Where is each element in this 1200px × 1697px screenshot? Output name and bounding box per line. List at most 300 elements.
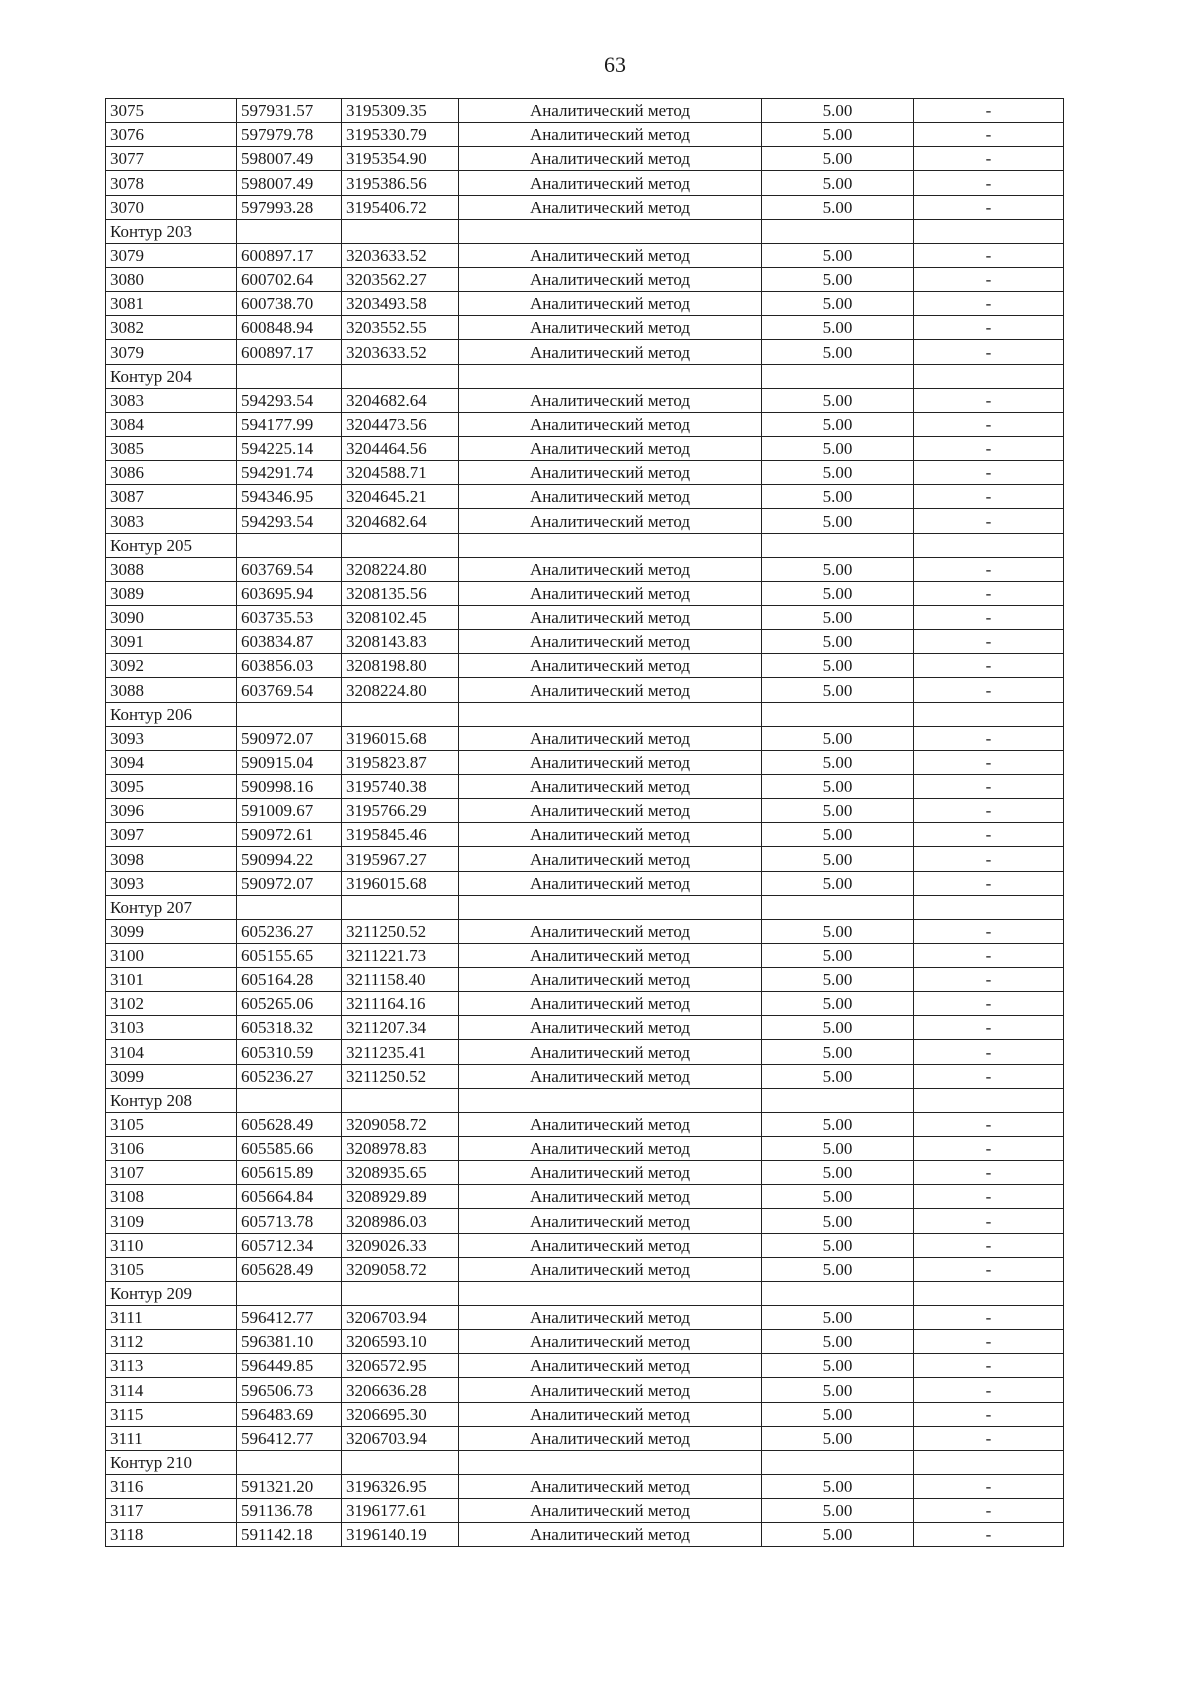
point-row bbox=[106, 726, 1064, 750]
y-coordinate-cell: 3204682.64 bbox=[342, 388, 459, 412]
y-coordinate-cell: 3203633.52 bbox=[342, 243, 459, 267]
point-row bbox=[106, 123, 1064, 147]
empty-cell bbox=[459, 702, 762, 726]
point-row bbox=[106, 436, 1064, 460]
point-row bbox=[106, 195, 1064, 219]
contour-header-row bbox=[106, 895, 1064, 919]
error-cell: 5.00 bbox=[762, 968, 914, 992]
y-coordinate-cell: 3196177.61 bbox=[342, 1499, 459, 1523]
note-cell: - bbox=[914, 1040, 1064, 1064]
point-id-cell: 3099 bbox=[106, 919, 237, 943]
y-coordinate-cell: 3204682.64 bbox=[342, 509, 459, 533]
error-cell: 5.00 bbox=[762, 147, 914, 171]
point-id-cell: 3083 bbox=[106, 509, 237, 533]
method-cell: Аналитический метод bbox=[459, 1475, 762, 1499]
y-coordinate-cell: 3196015.68 bbox=[342, 726, 459, 750]
point-id-cell: 3085 bbox=[106, 436, 237, 460]
method-cell: Аналитический метод bbox=[459, 1330, 762, 1354]
y-coordinate-cell: 3196326.95 bbox=[342, 1475, 459, 1499]
note-cell: - bbox=[914, 968, 1064, 992]
empty-cell bbox=[342, 1281, 459, 1305]
point-id-cell: 3088 bbox=[106, 678, 237, 702]
y-coordinate-cell: 3206593.10 bbox=[342, 1330, 459, 1354]
error-cell: 5.00 bbox=[762, 123, 914, 147]
x-coordinate-cell: 597979.78 bbox=[237, 123, 342, 147]
y-coordinate-cell: 3206703.94 bbox=[342, 1306, 459, 1330]
point-row bbox=[106, 799, 1064, 823]
y-coordinate-cell: 3206695.30 bbox=[342, 1402, 459, 1426]
method-cell: Аналитический метод bbox=[459, 1499, 762, 1523]
x-coordinate-cell: 605628.49 bbox=[237, 1112, 342, 1136]
note-cell: - bbox=[914, 1064, 1064, 1088]
x-coordinate-cell: 594177.99 bbox=[237, 412, 342, 436]
point-id-cell: 3118 bbox=[106, 1523, 237, 1547]
y-coordinate-cell: 3204645.21 bbox=[342, 485, 459, 509]
x-coordinate-cell: 594293.54 bbox=[237, 509, 342, 533]
empty-cell bbox=[342, 219, 459, 243]
note-cell: - bbox=[914, 1354, 1064, 1378]
point-id-cell: 3086 bbox=[106, 461, 237, 485]
empty-cell bbox=[762, 1450, 914, 1474]
error-cell: 5.00 bbox=[762, 412, 914, 436]
coordinates-table-body bbox=[106, 99, 1064, 1547]
error-cell: 5.00 bbox=[762, 485, 914, 509]
y-coordinate-cell: 3206572.95 bbox=[342, 1354, 459, 1378]
y-coordinate-cell: 3208135.56 bbox=[342, 581, 459, 605]
point-id-cell: 3076 bbox=[106, 123, 237, 147]
point-id-cell: 3070 bbox=[106, 195, 237, 219]
empty-cell bbox=[342, 702, 459, 726]
point-row bbox=[106, 316, 1064, 340]
point-row bbox=[106, 1209, 1064, 1233]
point-id-cell: 3106 bbox=[106, 1137, 237, 1161]
point-id-cell: 3116 bbox=[106, 1475, 237, 1499]
note-cell: - bbox=[914, 1257, 1064, 1281]
y-coordinate-cell: 3195823.87 bbox=[342, 750, 459, 774]
y-coordinate-cell: 3195766.29 bbox=[342, 799, 459, 823]
point-row bbox=[106, 388, 1064, 412]
contour-label: Контур 207 bbox=[106, 895, 237, 919]
note-cell: - bbox=[914, 654, 1064, 678]
note-cell: - bbox=[914, 1402, 1064, 1426]
method-cell: Аналитический метод bbox=[459, 726, 762, 750]
point-id-cell: 3101 bbox=[106, 968, 237, 992]
point-row bbox=[106, 412, 1064, 436]
x-coordinate-cell: 605713.78 bbox=[237, 1209, 342, 1233]
error-cell: 5.00 bbox=[762, 292, 914, 316]
point-id-cell: 3103 bbox=[106, 1016, 237, 1040]
empty-cell bbox=[342, 895, 459, 919]
note-cell: - bbox=[914, 871, 1064, 895]
x-coordinate-cell: 605318.32 bbox=[237, 1016, 342, 1040]
x-coordinate-cell: 597993.28 bbox=[237, 195, 342, 219]
error-cell: 5.00 bbox=[762, 171, 914, 195]
point-id-cell: 3082 bbox=[106, 316, 237, 340]
error-cell: 5.00 bbox=[762, 243, 914, 267]
error-cell: 5.00 bbox=[762, 871, 914, 895]
point-id-cell: 3099 bbox=[106, 1064, 237, 1088]
y-coordinate-cell: 3211164.16 bbox=[342, 992, 459, 1016]
note-cell: - bbox=[914, 1330, 1064, 1354]
x-coordinate-cell: 605615.89 bbox=[237, 1161, 342, 1185]
method-cell: Аналитический метод bbox=[459, 557, 762, 581]
error-cell: 5.00 bbox=[762, 1475, 914, 1499]
x-coordinate-cell: 600897.17 bbox=[237, 340, 342, 364]
method-cell: Аналитический метод bbox=[459, 1040, 762, 1064]
y-coordinate-cell: 3204588.71 bbox=[342, 461, 459, 485]
empty-cell bbox=[762, 1088, 914, 1112]
empty-cell bbox=[914, 364, 1064, 388]
method-cell: Аналитический метод bbox=[459, 123, 762, 147]
x-coordinate-cell: 596506.73 bbox=[237, 1378, 342, 1402]
empty-cell bbox=[342, 1450, 459, 1474]
contour-header-row bbox=[106, 533, 1064, 557]
point-row bbox=[106, 243, 1064, 267]
method-cell: Аналитический метод bbox=[459, 750, 762, 774]
y-coordinate-cell: 3208224.80 bbox=[342, 557, 459, 581]
method-cell: Аналитический метод bbox=[459, 968, 762, 992]
x-coordinate-cell: 590994.22 bbox=[237, 847, 342, 871]
method-cell: Аналитический метод bbox=[459, 1402, 762, 1426]
note-cell: - bbox=[914, 123, 1064, 147]
point-row bbox=[106, 509, 1064, 533]
x-coordinate-cell: 603769.54 bbox=[237, 678, 342, 702]
y-coordinate-cell: 3195330.79 bbox=[342, 123, 459, 147]
method-cell: Аналитический метод bbox=[459, 1016, 762, 1040]
empty-cell bbox=[237, 219, 342, 243]
x-coordinate-cell: 591321.20 bbox=[237, 1475, 342, 1499]
y-coordinate-cell: 3196140.19 bbox=[342, 1523, 459, 1547]
error-cell: 5.00 bbox=[762, 1137, 914, 1161]
method-cell: Аналитический метод bbox=[459, 1185, 762, 1209]
empty-cell bbox=[342, 533, 459, 557]
error-cell: 5.00 bbox=[762, 1330, 914, 1354]
note-cell: - bbox=[914, 147, 1064, 171]
y-coordinate-cell: 3195967.27 bbox=[342, 847, 459, 871]
point-id-cell: 3112 bbox=[106, 1330, 237, 1354]
empty-cell bbox=[237, 1088, 342, 1112]
x-coordinate-cell: 600702.64 bbox=[237, 267, 342, 291]
method-cell: Аналитический метод bbox=[459, 195, 762, 219]
error-cell: 5.00 bbox=[762, 1402, 914, 1426]
empty-cell bbox=[342, 364, 459, 388]
note-cell: - bbox=[914, 99, 1064, 123]
point-row bbox=[106, 1112, 1064, 1136]
point-row bbox=[106, 1185, 1064, 1209]
note-cell: - bbox=[914, 1185, 1064, 1209]
x-coordinate-cell: 600848.94 bbox=[237, 316, 342, 340]
y-coordinate-cell: 3208198.80 bbox=[342, 654, 459, 678]
note-cell: - bbox=[914, 1306, 1064, 1330]
empty-cell bbox=[762, 219, 914, 243]
empty-cell bbox=[914, 895, 1064, 919]
note-cell: - bbox=[914, 630, 1064, 654]
error-cell: 5.00 bbox=[762, 1499, 914, 1523]
coordinates-table bbox=[105, 98, 1064, 1547]
point-row bbox=[106, 1040, 1064, 1064]
method-cell: Аналитический метод bbox=[459, 943, 762, 967]
point-row bbox=[106, 267, 1064, 291]
y-coordinate-cell: 3211250.52 bbox=[342, 1064, 459, 1088]
method-cell: Аналитический метод bbox=[459, 1233, 762, 1257]
point-id-cell: 3115 bbox=[106, 1402, 237, 1426]
error-cell: 5.00 bbox=[762, 1064, 914, 1088]
point-row bbox=[106, 968, 1064, 992]
point-id-cell: 3077 bbox=[106, 147, 237, 171]
y-coordinate-cell: 3208935.65 bbox=[342, 1161, 459, 1185]
x-coordinate-cell: 598007.49 bbox=[237, 147, 342, 171]
point-id-cell: 3110 bbox=[106, 1233, 237, 1257]
y-coordinate-cell: 3209058.72 bbox=[342, 1257, 459, 1281]
point-id-cell: 3111 bbox=[106, 1426, 237, 1450]
method-cell: Аналитический метод bbox=[459, 1137, 762, 1161]
x-coordinate-cell: 603856.03 bbox=[237, 654, 342, 678]
note-cell: - bbox=[914, 726, 1064, 750]
error-cell: 5.00 bbox=[762, 1426, 914, 1450]
empty-cell bbox=[459, 533, 762, 557]
point-id-cell: 3105 bbox=[106, 1257, 237, 1281]
note-cell: - bbox=[914, 1523, 1064, 1547]
method-cell: Аналитический метод bbox=[459, 1161, 762, 1185]
x-coordinate-cell: 591009.67 bbox=[237, 799, 342, 823]
point-row bbox=[106, 461, 1064, 485]
error-cell: 5.00 bbox=[762, 461, 914, 485]
x-coordinate-cell: 594293.54 bbox=[237, 388, 342, 412]
empty-cell bbox=[459, 1450, 762, 1474]
empty-cell bbox=[237, 533, 342, 557]
error-cell: 5.00 bbox=[762, 388, 914, 412]
method-cell: Аналитический метод bbox=[459, 485, 762, 509]
note-cell: - bbox=[914, 316, 1064, 340]
method-cell: Аналитический метод bbox=[459, 581, 762, 605]
empty-cell bbox=[914, 1450, 1064, 1474]
point-id-cell: 3091 bbox=[106, 630, 237, 654]
point-row bbox=[106, 823, 1064, 847]
x-coordinate-cell: 605628.49 bbox=[237, 1257, 342, 1281]
point-id-cell: 3093 bbox=[106, 726, 237, 750]
contour-header-row bbox=[106, 1281, 1064, 1305]
error-cell: 5.00 bbox=[762, 99, 914, 123]
x-coordinate-cell: 605236.27 bbox=[237, 919, 342, 943]
error-cell: 5.00 bbox=[762, 654, 914, 678]
point-id-cell: 3102 bbox=[106, 992, 237, 1016]
x-coordinate-cell: 603695.94 bbox=[237, 581, 342, 605]
note-cell: - bbox=[914, 1499, 1064, 1523]
point-id-cell: 3097 bbox=[106, 823, 237, 847]
point-row bbox=[106, 605, 1064, 629]
note-cell: - bbox=[914, 340, 1064, 364]
note-cell: - bbox=[914, 1475, 1064, 1499]
contour-label: Контур 209 bbox=[106, 1281, 237, 1305]
method-cell: Аналитический метод bbox=[459, 871, 762, 895]
point-id-cell: 3080 bbox=[106, 267, 237, 291]
contour-header-row bbox=[106, 219, 1064, 243]
point-row bbox=[106, 1064, 1064, 1088]
point-row bbox=[106, 1402, 1064, 1426]
empty-cell bbox=[762, 1281, 914, 1305]
point-row bbox=[106, 678, 1064, 702]
note-cell: - bbox=[914, 412, 1064, 436]
error-cell: 5.00 bbox=[762, 992, 914, 1016]
x-coordinate-cell: 598007.49 bbox=[237, 171, 342, 195]
error-cell: 5.00 bbox=[762, 774, 914, 798]
error-cell: 5.00 bbox=[762, 726, 914, 750]
method-cell: Аналитический метод bbox=[459, 630, 762, 654]
point-row bbox=[106, 847, 1064, 871]
empty-cell bbox=[459, 1281, 762, 1305]
x-coordinate-cell: 594291.74 bbox=[237, 461, 342, 485]
note-cell: - bbox=[914, 1112, 1064, 1136]
x-coordinate-cell: 590972.61 bbox=[237, 823, 342, 847]
x-coordinate-cell: 605585.66 bbox=[237, 1137, 342, 1161]
note-cell: - bbox=[914, 485, 1064, 509]
method-cell: Аналитический метод bbox=[459, 1257, 762, 1281]
point-id-cell: 3081 bbox=[106, 292, 237, 316]
error-cell: 5.00 bbox=[762, 1161, 914, 1185]
method-cell: Аналитический метод bbox=[459, 654, 762, 678]
x-coordinate-cell: 590998.16 bbox=[237, 774, 342, 798]
error-cell: 5.00 bbox=[762, 509, 914, 533]
y-coordinate-cell: 3196015.68 bbox=[342, 871, 459, 895]
contour-header-row bbox=[106, 702, 1064, 726]
point-row bbox=[106, 1306, 1064, 1330]
point-row bbox=[106, 919, 1064, 943]
method-cell: Аналитический метод bbox=[459, 292, 762, 316]
error-cell: 5.00 bbox=[762, 195, 914, 219]
x-coordinate-cell: 597931.57 bbox=[237, 99, 342, 123]
empty-cell bbox=[459, 364, 762, 388]
note-cell: - bbox=[914, 799, 1064, 823]
method-cell: Аналитический метод bbox=[459, 412, 762, 436]
error-cell: 5.00 bbox=[762, 605, 914, 629]
contour-header-row bbox=[106, 364, 1064, 388]
note-cell: - bbox=[914, 1426, 1064, 1450]
y-coordinate-cell: 3206636.28 bbox=[342, 1378, 459, 1402]
note-cell: - bbox=[914, 557, 1064, 581]
point-row bbox=[106, 1426, 1064, 1450]
error-cell: 5.00 bbox=[762, 799, 914, 823]
empty-cell bbox=[237, 1450, 342, 1474]
method-cell: Аналитический метод bbox=[459, 823, 762, 847]
note-cell: - bbox=[914, 678, 1064, 702]
x-coordinate-cell: 603769.54 bbox=[237, 557, 342, 581]
x-coordinate-cell: 594346.95 bbox=[237, 485, 342, 509]
y-coordinate-cell: 3203633.52 bbox=[342, 340, 459, 364]
y-coordinate-cell: 3195845.46 bbox=[342, 823, 459, 847]
point-row bbox=[106, 99, 1064, 123]
note-cell: - bbox=[914, 1209, 1064, 1233]
y-coordinate-cell: 3203493.58 bbox=[342, 292, 459, 316]
point-row bbox=[106, 750, 1064, 774]
note-cell: - bbox=[914, 509, 1064, 533]
y-coordinate-cell: 3209026.33 bbox=[342, 1233, 459, 1257]
note-cell: - bbox=[914, 292, 1064, 316]
method-cell: Аналитический метод bbox=[459, 171, 762, 195]
y-coordinate-cell: 3208929.89 bbox=[342, 1185, 459, 1209]
point-id-cell: 3090 bbox=[106, 605, 237, 629]
point-row bbox=[106, 485, 1064, 509]
error-cell: 5.00 bbox=[762, 919, 914, 943]
point-row bbox=[106, 147, 1064, 171]
point-row bbox=[106, 871, 1064, 895]
empty-cell bbox=[459, 895, 762, 919]
error-cell: 5.00 bbox=[762, 436, 914, 460]
method-cell: Аналитический метод bbox=[459, 509, 762, 533]
point-row bbox=[106, 1016, 1064, 1040]
x-coordinate-cell: 600738.70 bbox=[237, 292, 342, 316]
point-id-cell: 3105 bbox=[106, 1112, 237, 1136]
method-cell: Аналитический метод bbox=[459, 919, 762, 943]
note-cell: - bbox=[914, 943, 1064, 967]
point-row bbox=[106, 774, 1064, 798]
x-coordinate-cell: 603735.53 bbox=[237, 605, 342, 629]
point-row bbox=[106, 581, 1064, 605]
error-cell: 5.00 bbox=[762, 847, 914, 871]
y-coordinate-cell: 3211250.52 bbox=[342, 919, 459, 943]
empty-cell bbox=[237, 895, 342, 919]
method-cell: Аналитический метод bbox=[459, 99, 762, 123]
empty-cell bbox=[762, 533, 914, 557]
empty-cell bbox=[762, 895, 914, 919]
method-cell: Аналитический метод bbox=[459, 1426, 762, 1450]
point-row bbox=[106, 1475, 1064, 1499]
error-cell: 5.00 bbox=[762, 1233, 914, 1257]
y-coordinate-cell: 3203552.55 bbox=[342, 316, 459, 340]
y-coordinate-cell: 3211158.40 bbox=[342, 968, 459, 992]
empty-cell bbox=[914, 702, 1064, 726]
contour-label: Контур 204 bbox=[106, 364, 237, 388]
contour-label: Контур 206 bbox=[106, 702, 237, 726]
method-cell: Аналитический метод bbox=[459, 436, 762, 460]
point-id-cell: 3109 bbox=[106, 1209, 237, 1233]
error-cell: 5.00 bbox=[762, 1306, 914, 1330]
note-cell: - bbox=[914, 436, 1064, 460]
point-id-cell: 3079 bbox=[106, 340, 237, 364]
note-cell: - bbox=[914, 847, 1064, 871]
method-cell: Аналитический метод bbox=[459, 267, 762, 291]
y-coordinate-cell: 3195309.35 bbox=[342, 99, 459, 123]
method-cell: Аналитический метод bbox=[459, 243, 762, 267]
method-cell: Аналитический метод bbox=[459, 847, 762, 871]
point-id-cell: 3079 bbox=[106, 243, 237, 267]
error-cell: 5.00 bbox=[762, 1185, 914, 1209]
empty-cell bbox=[914, 1281, 1064, 1305]
error-cell: 5.00 bbox=[762, 267, 914, 291]
point-row bbox=[106, 557, 1064, 581]
x-coordinate-cell: 605236.27 bbox=[237, 1064, 342, 1088]
point-id-cell: 3108 bbox=[106, 1185, 237, 1209]
y-coordinate-cell: 3204464.56 bbox=[342, 436, 459, 460]
note-cell: - bbox=[914, 267, 1064, 291]
point-row bbox=[106, 1330, 1064, 1354]
point-row bbox=[106, 1233, 1064, 1257]
x-coordinate-cell: 596449.85 bbox=[237, 1354, 342, 1378]
point-id-cell: 3114 bbox=[106, 1378, 237, 1402]
method-cell: Аналитический метод bbox=[459, 388, 762, 412]
error-cell: 5.00 bbox=[762, 1257, 914, 1281]
y-coordinate-cell: 3208978.83 bbox=[342, 1137, 459, 1161]
point-id-cell: 3104 bbox=[106, 1040, 237, 1064]
method-cell: Аналитический метод bbox=[459, 992, 762, 1016]
method-cell: Аналитический метод bbox=[459, 461, 762, 485]
error-cell: 5.00 bbox=[762, 750, 914, 774]
y-coordinate-cell: 3208143.83 bbox=[342, 630, 459, 654]
method-cell: Аналитический метод bbox=[459, 1209, 762, 1233]
method-cell: Аналитический метод bbox=[459, 1523, 762, 1547]
note-cell: - bbox=[914, 1161, 1064, 1185]
point-id-cell: 3095 bbox=[106, 774, 237, 798]
point-row bbox=[106, 171, 1064, 195]
